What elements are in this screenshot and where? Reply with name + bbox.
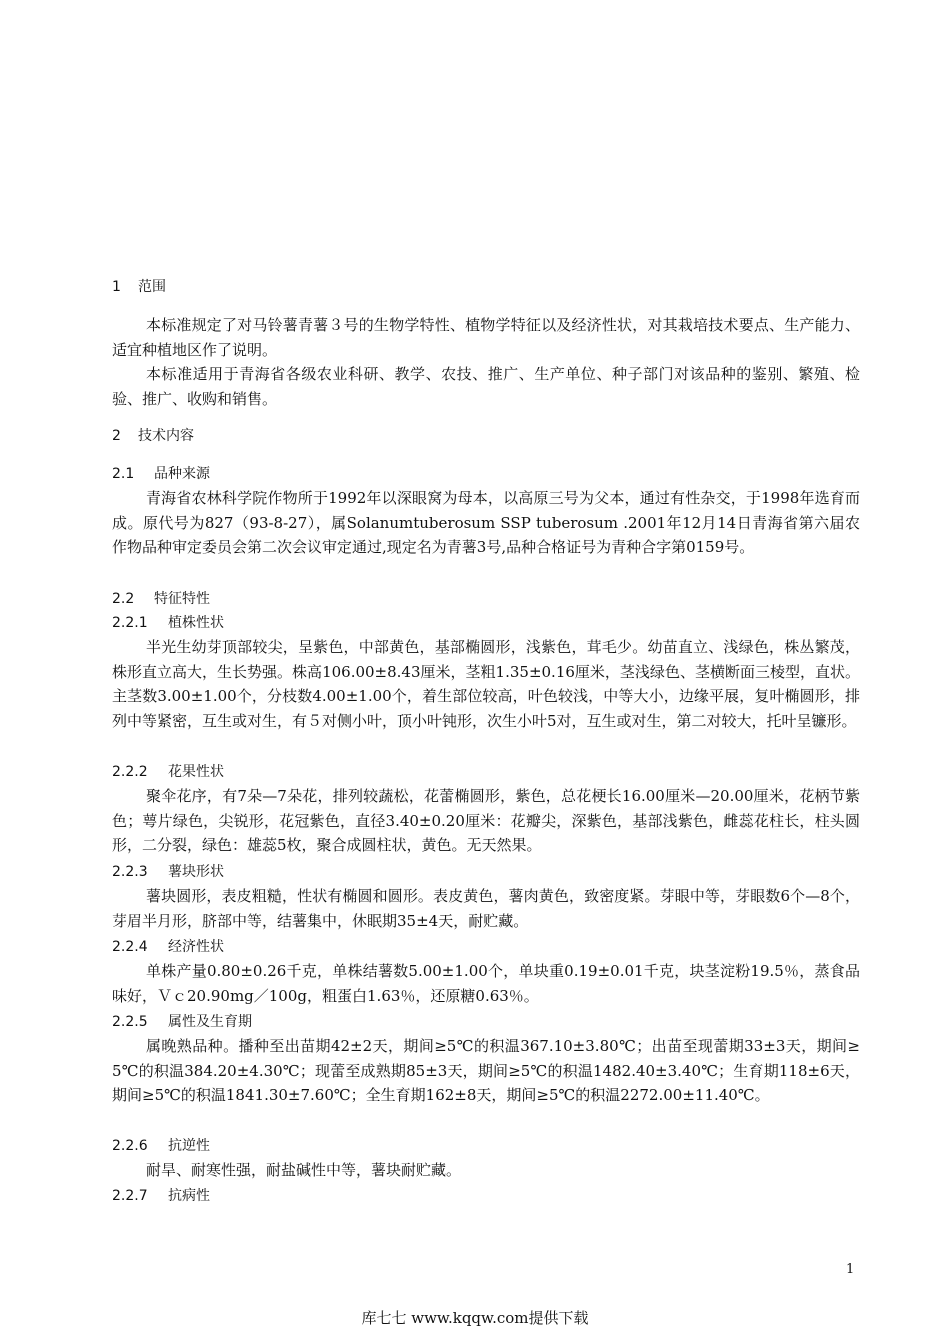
subsection-title: 植株性状 [168,615,224,631]
subsection-number: 2.2.1 [112,615,148,631]
subsection-title: 花果性状 [168,764,224,780]
section-title: 范围 [138,279,166,295]
paragraph-economic-traits: 单株产量0.80±0.26千克，单株结薯数5.00±1.00个，单块重0.19±0.01千克，块茎淀粉19.5％，蒸食品味好，Ｖｃ20.90mg／100g，粗蛋白1.63％，还原糖0.63％。 [112,962,860,1005]
subsection-number: 2.2.3 [112,864,148,880]
page-number: 1 [846,1262,855,1277]
subsection-number: 2.2 [112,591,135,607]
subsection-title: 品种来源 [154,466,210,482]
section-title: 技术内容 [138,428,194,444]
paragraph-flower-fruit: 聚伞花序，有7朵—7朵花，排列较蔬松，花蕾椭圆形，紫色，总花梗长16.00厘米—20.00厘米，花柄节紫色；萼片绿色，尖锐形，花冠紫色，直径3.40±0.20厘米：花瓣尖，深紫色，基部浅紫色，雌蕊花柱长，柱头圆形，二分裂，绿色：雄蕊5枚，聚合成圆柱状，黄色。无天然果。 [112,787,860,854]
subsection-number: 2.2.4 [112,939,148,955]
subsection-number: 2.2.5 [112,1014,148,1030]
subsection-heading-2-2-4 [112,937,224,957]
subsection-title: 抗病性 [168,1188,210,1204]
paragraph-plant-traits: 半光生幼芽顶部较尖，呈紫色，中部黄色，基部椭圆形，浅紫色，茸毛少。幼苗直立、浅绿色，株丛繁茂，株形直立高大，生长势强。株高106.00±8.43厘米，茎粗1.35±0.16厘米，茎浅绿色、茎横断面三棱型，直状。主茎数3.00±1.00个，分枝数4.00±1.00个，着生部位较高，叶色较浅，中等大小，边缘平展，复叶椭圆形，排列中等紧密，互生或对生，有５对侧小叶，顶小叶钝形，次生小叶5对，互生或对生，第二对较大，托叶呈镰形。 [112,638,860,730]
paragraph-growth-period: 属晚熟品种。播种至出苗期42±2天，期间≥5℃的积温367.10±3.80℃；出苗至现蕾期33±3天，期间≥5℃的积温384.20±4.30℃；现蕾至成熟期85±3天，期间≥5℃的积温1482.40±3.40℃；生育期118±6天，期间≥5℃的积温1841.30±7.60℃；全生育期162±8天，期间≥5℃的积温2272.00±11.40℃。 [112,1037,860,1104]
subsection-title: 特征特性 [154,591,210,607]
subsection-heading-2-2-3 [112,862,224,882]
paragraph-stress-resistance: 耐旱、耐寒性强，耐盐碱性中等，薯块耐贮藏。 [146,1161,462,1179]
subsection-title: 经济性状 [168,939,224,955]
paragraph-scope-applicability: 本标准适用于青海省各级农业科研、教学、农技、推广、生产单位、种子部门对该品种的鉴别、繁殖、检验、推广、收购和销售。 [112,365,860,408]
subsection-number: 2.2.2 [112,764,148,780]
section-heading-technical [112,426,194,446]
paragraph-tuber-shape: 薯块圆形，表皮粗糙，性状有椭圆和圆形。表皮黄色，薯肉黄色，致密度紧。芽眼中等，芽眼数6个—8个，芽眉半月形，脐部中等，结薯集中，休眠期35±4天，耐贮藏。 [112,887,860,930]
subsection-title: 属性及生育期 [168,1014,252,1030]
subsection-heading-2-1 [112,464,210,484]
subsection-heading-2-2-7 [112,1186,210,1206]
paragraph-scope-definition: 本标准规定了对马铃薯青薯３号的生物学特性、植物学特征以及经济性状，对其栽培技术要点、生产能力、适宜种植地区作了说明。 [112,316,860,359]
section-heading-scope [112,277,166,297]
subsection-number: 2.2.6 [112,1138,148,1154]
subsection-heading-2-2-2 [112,762,224,782]
footer-download-notice: 库七七 www.kqqw.com提供下载 [361,1309,589,1327]
subsection-heading-2-2-5 [112,1012,252,1032]
subsection-heading-2-2 [112,589,210,609]
subsection-title: 抗逆性 [168,1138,210,1154]
subsection-number: 2.1 [112,466,135,482]
section-number: 2 [112,428,121,444]
subsection-title: 薯块形状 [168,864,224,880]
subsection-number: 2.2.7 [112,1188,148,1204]
section-number: 1 [112,279,121,295]
paragraph-origin: 青海省农林科学院作物所于1992年以深眼窝为母本，以高原三号为父本，通过有性杂交，于1998年选育而成。原代号为827（93-8-27），属Solanumtuberosum SSP tuberosum .2001年12月14日青海省第六届农作物品种审定委员会第二次会议审定通过,现定名为青薯3号,品种合格证号为青种合字第0159号。 [112,489,860,556]
subsection-heading-2-2-6 [112,1136,210,1156]
subsection-heading-2-2-1 [112,613,224,633]
